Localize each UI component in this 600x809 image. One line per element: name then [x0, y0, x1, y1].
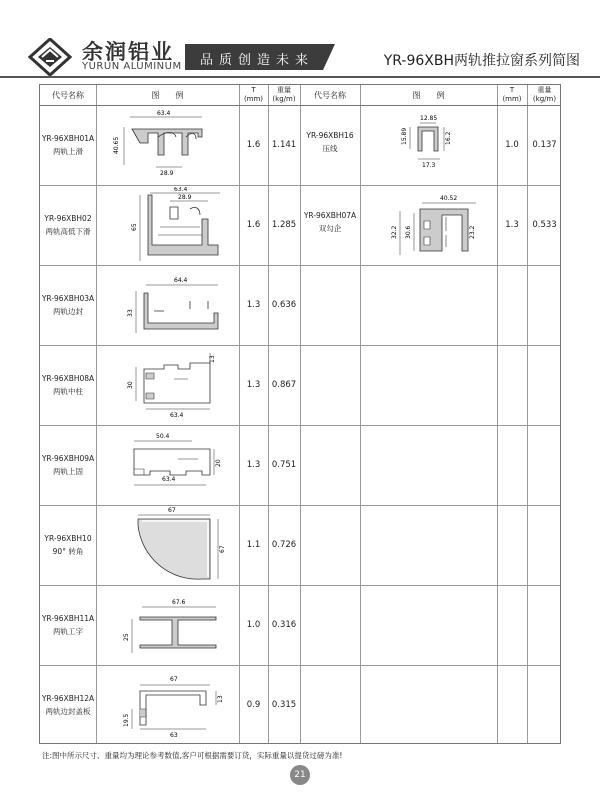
svg-text:28.9: 28.9 [160, 170, 174, 177]
svg-text:63.4: 63.4 [162, 476, 176, 483]
brand-name-cn: 余润铝业 [82, 40, 174, 64]
svg-text:30: 30 [127, 381, 134, 389]
profile-drawing [110, 429, 230, 501]
header-code: 代号名称 [52, 90, 84, 100]
svg-text:13: 13 [217, 695, 224, 703]
row-code-cell: YR-96XBH09A 两轨上固 [41, 454, 95, 476]
weight-value: 1.285 [271, 220, 297, 230]
svg-text:32.2: 32.2 [391, 225, 398, 239]
weight-value: 0.867 [271, 380, 297, 390]
thickness-value: 1.3 [246, 300, 261, 310]
row-code-cell: YR-96XBH07A 双勾企 [303, 211, 357, 233]
svg-text:15.89: 15.89 [401, 127, 408, 145]
profile-drawing [110, 187, 230, 263]
footnote: 注:图中所示尺寸、重量均为理论参考数值,客户可根据需要订货，实际重量以提货过磅为准! [42, 751, 343, 760]
profile-table [39, 84, 561, 744]
svg-text:67.6: 67.6 [172, 599, 186, 606]
thickness-value: 1.0 [246, 620, 261, 630]
thickness-value: 1.6 [246, 140, 261, 150]
row-code-cell: YR-96XBH12A 两轨边封盖板 [41, 694, 95, 716]
svg-text:33: 33 [127, 309, 134, 317]
thickness-value: 1.6 [246, 220, 261, 230]
svg-text:40.65: 40.65 [113, 136, 120, 154]
svg-text:65: 65 [131, 223, 138, 231]
header-divider [0, 76, 600, 78]
row-code-cell: YR-96XBH01A 两轨上滑 [41, 134, 95, 156]
thickness-value: 1.3 [246, 380, 261, 390]
header-code-right: 代号名称 [314, 90, 346, 100]
svg-text:63: 63 [170, 732, 178, 739]
svg-text:12.85: 12.85 [420, 115, 438, 122]
svg-text:40.52: 40.52 [440, 195, 458, 202]
thickness-value: 1.3 [246, 460, 261, 470]
weight-value: 0.751 [271, 460, 297, 470]
weight-value: 0.316 [271, 620, 297, 630]
weight-value: 0.636 [271, 300, 297, 310]
row-code-cell: YR-96XBH03A 两轨边封 [41, 294, 95, 316]
thickness-value: 0.9 [246, 700, 261, 710]
weight-value: 0.137 [532, 140, 557, 150]
header-thickness-right: T (mm) [502, 86, 522, 103]
svg-text:16.2: 16.2 [445, 131, 452, 145]
thickness-value: 1.0 [505, 140, 519, 150]
profile-drawing [110, 109, 230, 181]
profile-drawing [110, 669, 230, 741]
svg-text:28.9: 28.9 [178, 194, 192, 201]
svg-text:17.3: 17.3 [422, 162, 436, 169]
profile-drawing [110, 591, 230, 661]
weight-value: 1.141 [271, 140, 297, 150]
svg-text:67: 67 [170, 676, 178, 683]
weight-value: 0.533 [532, 220, 557, 230]
profile-drawing [380, 113, 480, 177]
row-code-cell: YR-96XBH08A 两轨中柱 [41, 374, 95, 396]
header-thickness: T (mm) [243, 86, 264, 103]
row-code-cell: YR-96XBH02 两轨高低下滑 [44, 214, 92, 236]
svg-text:13: 13 [209, 355, 216, 363]
row-code-cell: YR-96XBH11A 两轨工字 [41, 614, 95, 636]
svg-text:50.4: 50.4 [156, 433, 170, 440]
header-weight-right: 重量 (kg/m) [532, 86, 557, 103]
row-code-cell: YR-96XBH10 90° 转角 [44, 534, 92, 556]
row-code-cell: YR-96XBH16 压线 [306, 131, 354, 153]
svg-text:64.4: 64.4 [174, 277, 188, 284]
series-title: YR-96XBH两轨推拉窗系列简图 [383, 53, 580, 69]
header-figure: 图 例 [151, 90, 184, 100]
profile-drawing [110, 271, 230, 341]
thickness-value: 1.1 [246, 540, 261, 550]
thickness-value: 1.3 [505, 220, 519, 230]
page-header [0, 0, 600, 80]
weight-value: 0.315 [271, 700, 297, 710]
svg-text:25: 25 [123, 633, 130, 641]
svg-text:63.4: 63.4 [174, 187, 188, 193]
svg-text:23.2: 23.2 [469, 225, 476, 239]
svg-text:67: 67 [219, 545, 226, 553]
page-number: 21 [290, 765, 310, 785]
weight-value: 0.726 [271, 540, 297, 550]
profile-drawing [110, 507, 230, 583]
slogan-text: 品质创造未来 [200, 53, 315, 68]
svg-text:63.4: 63.4 [170, 412, 184, 419]
brand-logo [28, 38, 72, 76]
profile-drawing [110, 349, 230, 421]
svg-text:19.5: 19.5 [123, 713, 130, 727]
brand-name-en: YURUN ALUMINUM [82, 61, 182, 72]
svg-text:30.6: 30.6 [405, 225, 412, 239]
svg-text:67: 67 [168, 507, 176, 514]
header-figure-right: 图 例 [412, 90, 445, 100]
svg-text:63.4: 63.4 [157, 110, 171, 117]
svg-text:20: 20 [215, 459, 222, 467]
header-weight: 重量 (kg/m) [272, 86, 296, 103]
profile-drawing [380, 191, 490, 261]
